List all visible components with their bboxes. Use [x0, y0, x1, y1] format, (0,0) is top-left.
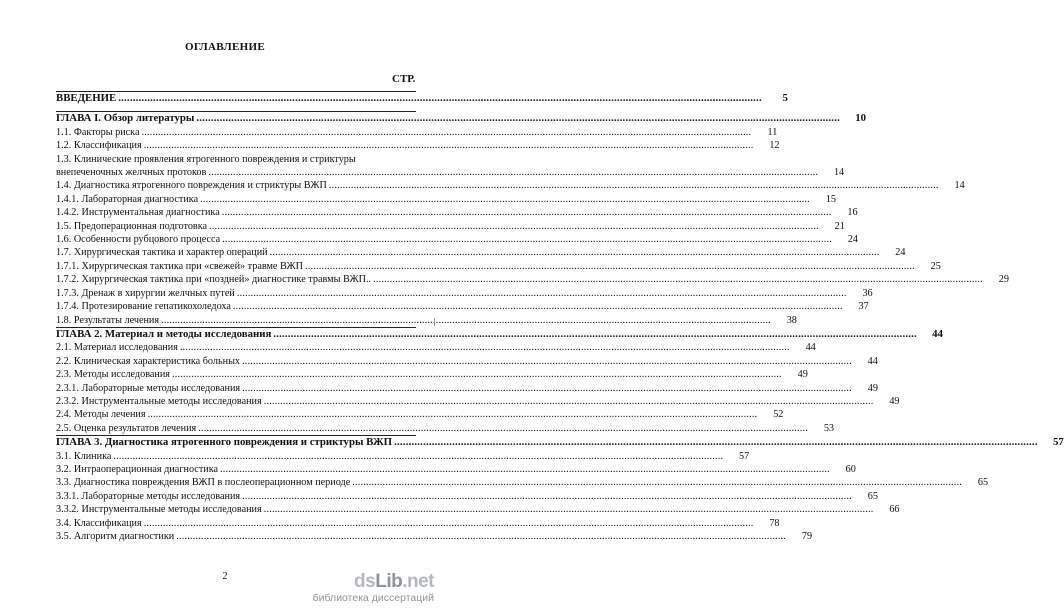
toc-entry-page: 57: [1052, 436, 1064, 449]
toc-entry-label: ГЛАВА I. Обзор литературы: [56, 112, 195, 125]
toc-entry-label: внепеченочных желчных протоков: [56, 167, 207, 179]
toc-dot-leader: [161, 314, 771, 327]
toc-entry-label: 2.3. Методы исследования: [56, 369, 170, 381]
toc-entry: [56, 153, 416, 166]
document-title: ОГЛАВЛЕНИЕ: [185, 41, 265, 53]
toc-entry: [56, 517, 780, 530]
toc-entry-label: 3.1. Клиника: [56, 450, 112, 462]
toc-entry: [56, 503, 900, 516]
toc-dot-leader: [208, 166, 818, 179]
toc-entry-label: 1.8. Результаты лечения: [56, 314, 160, 326]
toc-entry-page: 12: [769, 140, 780, 152]
toc-entry: [56, 382, 878, 395]
toc-entry-page: 52: [773, 409, 784, 421]
toc-entry-page: 44: [805, 342, 816, 354]
toc-entry-page: 60: [845, 463, 856, 475]
toc-entry-label: 1.7. Хирургическая тактика и характер операций: [56, 247, 268, 259]
toc-entry: [56, 287, 873, 300]
toc-entry: [56, 126, 778, 139]
toc-entry-label: 1.7.3. Дренаж в хирургии желчных путей: [56, 287, 235, 299]
toc-entry-page: 14: [954, 180, 965, 192]
toc-entry: [56, 463, 856, 476]
toc-entry-page: 24: [895, 247, 906, 259]
toc-dot-leader: [220, 463, 830, 476]
toc-entry-page: 37: [858, 301, 869, 313]
toc-entry-page: 49: [889, 395, 900, 407]
toc-entry-label: 2.3.1. Лабораторные методы исследования: [56, 382, 241, 394]
toc-dot-leader: [373, 273, 983, 286]
toc-dot-leader: [242, 355, 852, 368]
toc-entry-page: 65: [977, 477, 989, 489]
toc-dot-leader: [305, 260, 915, 273]
toc-entry-page: 49: [867, 382, 878, 394]
toc-dot-leader: [394, 436, 1038, 449]
toc-dot-leader: [198, 422, 808, 435]
toc-entry-page: 24: [847, 234, 859, 246]
toc-dot-leader: [237, 287, 847, 300]
toc-entry: [56, 314, 797, 327]
toc-entry: [56, 139, 780, 152]
toc-entry: [56, 476, 989, 489]
toc-entry-label: 1.5. Предоперационная подготовка: [56, 220, 208, 232]
toc-dot-leader: [209, 220, 819, 233]
page-column-label: СТР.: [392, 73, 416, 85]
toc-dot-leader: [222, 233, 832, 246]
toc-dot-leader: [233, 300, 843, 313]
toc-entry-label: 1.3. Клинические проявления ятрогенного повреждения и стриктуры: [56, 153, 356, 165]
toc-dot-leader: [144, 517, 754, 530]
toc-entry-page: 36: [862, 287, 873, 299]
toc-entry-label: ВВЕДЕНИЕ: [56, 92, 117, 104]
toc-entry-page: 5: [782, 92, 788, 104]
toc-entry-page: 79: [801, 531, 813, 542]
toc-entry: [56, 111, 867, 125]
toc-entry-label: 3.3. Диагностика повреждения ВЖП в послеоперационном периоде: [56, 477, 351, 489]
toc-entry-label: ГЛАВА 2. Материал и методы исследования: [56, 327, 272, 340]
toc-entry: [56, 450, 750, 463]
toc-entry: [56, 260, 941, 273]
toc-entry-label: 1.7.4. Протезирование гепатикохоледоха: [56, 301, 231, 313]
toc-dot-leader: [273, 328, 917, 341]
toc-dot-leader: [264, 503, 874, 516]
toc-entry: [56, 355, 878, 368]
toc-entry-page: 44: [867, 355, 878, 367]
toc-dot-leader: [144, 139, 754, 152]
toc-entry-label: 1.2. Классификация: [56, 140, 142, 152]
toc-entry-page: 53: [823, 422, 835, 434]
toc-entry-label: ГЛАВА 3. Диагностика ятрогенного повреждения и стриктуры ВЖП: [56, 436, 393, 449]
toc-entry-page: 29: [998, 274, 1009, 286]
toc-entry: [56, 530, 813, 543]
toc-entry-label: 1.7.1. Хирургическая тактика при «свежей» травме ВЖП: [56, 260, 304, 272]
toc-dot-leader: [196, 112, 840, 125]
toc-entry-label: 2.2. Клиническая характеристика больных: [56, 355, 241, 367]
toc-dot-leader: [148, 408, 758, 421]
toc-dot-leader: [180, 341, 790, 354]
watermark-logo: dsLib.net: [354, 571, 434, 592]
toc-entry-label: 1.4.2. Инструментальная диагностика: [56, 207, 220, 219]
toc-dot-leader: [222, 206, 832, 219]
toc-dot-leader: [176, 530, 786, 543]
toc-dot-leader: [113, 450, 723, 463]
table-of-contents: [56, 91, 1064, 543]
toc-entry-page: 10: [855, 112, 867, 125]
toc-entry: [56, 91, 788, 105]
watermark: [313, 572, 434, 604]
toc-entry: [56, 490, 878, 503]
toc-entry-page: 66: [889, 504, 900, 516]
toc-entry-label: 3.2. Интраоперационная диагностика: [56, 463, 219, 475]
toc-dot-leader: [264, 395, 874, 408]
toc-dot-leader: [200, 193, 810, 206]
toc-entry-label: 2.5. Оценка результатов лечения: [56, 422, 197, 434]
toc-entry-page: 25: [930, 260, 941, 272]
toc-entry: [56, 341, 816, 354]
toc-entry: [56, 220, 845, 233]
toc-dot-leader: [242, 490, 852, 503]
toc-dot-leader: [118, 92, 762, 105]
toc-dot-leader: [270, 246, 880, 259]
toc-entry-page: 21: [834, 220, 845, 232]
toc-entry: [56, 395, 900, 408]
toc-entry-label: 3.4. Классификация: [56, 517, 142, 529]
toc-dot-leader: [172, 368, 782, 381]
toc-dot-leader: [329, 179, 939, 192]
toc-entry: [56, 368, 808, 381]
toc-entry: [56, 300, 869, 313]
page-number: 2: [222, 571, 228, 582]
toc-entry: [56, 273, 1009, 286]
toc-entry: [56, 179, 965, 192]
toc-entry-label: 2.4. Методы лечения: [56, 409, 146, 421]
toc-entry-page: 38: [786, 314, 797, 326]
toc-entry: [56, 408, 784, 421]
toc-dot-leader: [242, 382, 852, 395]
toc-entry: [56, 206, 858, 219]
toc-entry-page: 49: [797, 369, 808, 381]
toc-entry: [56, 166, 845, 179]
toc-entry: [56, 327, 943, 341]
toc-entry-label: 1.7.2. Хирургическая тактика при «поздней» диагностике травмы ВЖП..: [56, 274, 372, 286]
toc-entry-page: 15: [825, 193, 836, 205]
toc-entry-label: 3.3.2. Инструментальные методы исследования: [56, 504, 262, 516]
toc-entry-page: 44: [932, 327, 943, 340]
toc-entry-page: 14: [833, 167, 845, 179]
toc-entry: [56, 233, 859, 246]
toc-entry-label: 3.3.1. Лабораторные методы исследования: [56, 490, 241, 502]
toc-entry-label: 1.1. Факторы риска: [56, 126, 140, 138]
toc-dot-leader: [352, 476, 962, 489]
toc-entry-label: 1.4.1. Лабораторная диагностика: [56, 193, 199, 205]
toc-entry-page: 57: [739, 450, 750, 462]
toc-entry-label: 2.1. Материал исследования: [56, 342, 178, 354]
toc-dot-leader: [142, 126, 752, 139]
toc-entry: [56, 193, 836, 206]
toc-entry-label: 3.5. Алгоритм диагностики: [56, 531, 175, 542]
watermark-subtitle: библиотека диссертаций: [312, 592, 434, 604]
toc-entry-label: 1.6. Особенности рубцового процесса: [56, 234, 221, 246]
toc-entry-label: 1.4. Диагностика ятрогенного повреждения и стриктуры ВЖП: [56, 180, 327, 192]
toc-entry-page: 11: [767, 126, 778, 138]
toc-entry-page: 78: [769, 517, 780, 529]
toc-entry-page: 65: [867, 490, 878, 502]
toc-entry-label: 2.3.2. Инструментальные методы исследования: [56, 395, 262, 407]
toc-entry: [56, 435, 1064, 449]
toc-entry: [56, 422, 835, 435]
toc-entry: [56, 246, 906, 259]
margin-mark: [434, 318, 438, 326]
toc-entry-page: 16: [847, 207, 858, 219]
